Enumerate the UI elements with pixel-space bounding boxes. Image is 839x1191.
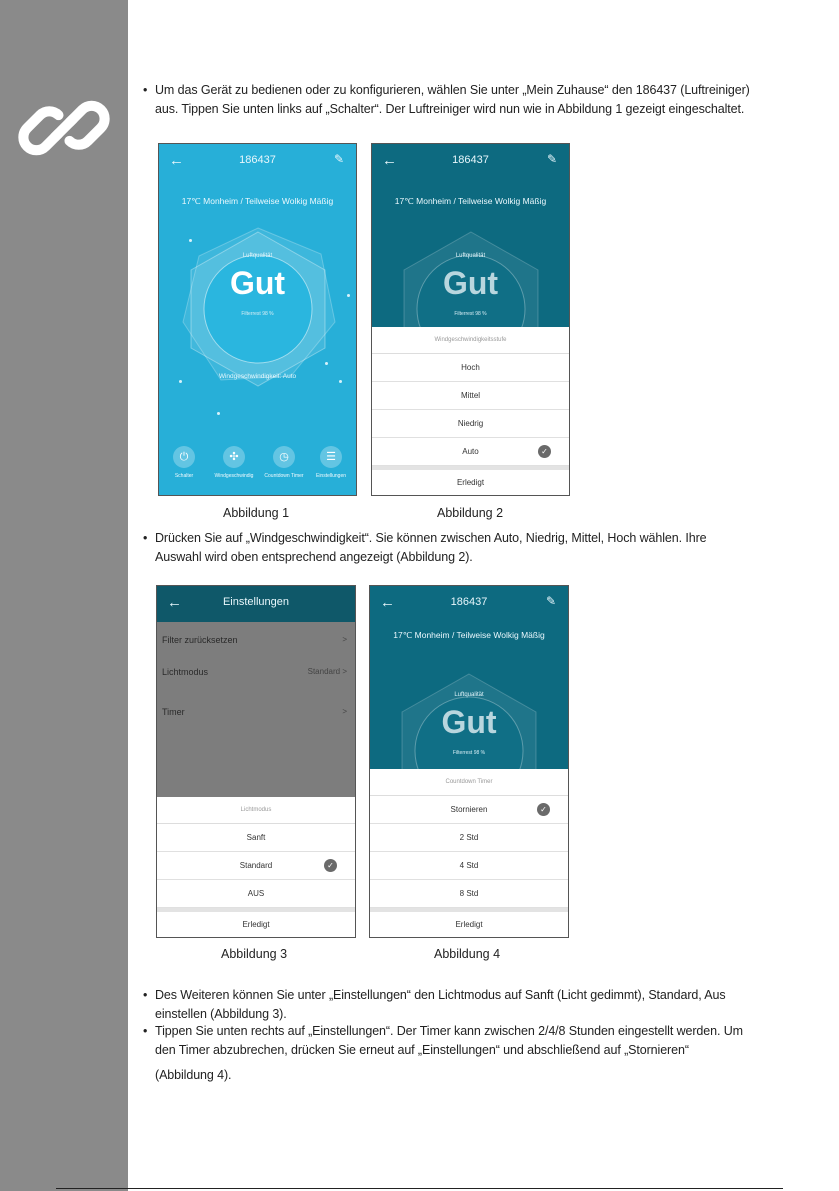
light-mode-sheet: [157, 797, 355, 938]
button-label: Einstellungen: [315, 473, 347, 479]
done-button[interactable]: Erledigt: [456, 478, 485, 487]
air-quality-label: Luftqualität: [455, 253, 486, 259]
figure-2-screenshot: [371, 143, 570, 496]
edit-icon[interactable]: ✎: [546, 152, 557, 166]
text-line: Des Weiteren können Sie unter „Einstellungen“ den Lichtmodus auf Sanft (Licht gedimmt), Standard, Aus: [155, 988, 726, 1002]
air-quality-value: Gut: [441, 704, 497, 740]
option-4-std[interactable]: 4 Std: [370, 852, 568, 880]
air-quality-label: Luftqualität: [454, 692, 484, 698]
wind-speed-status: Windgeschwindigkeit: Auto: [218, 373, 297, 380]
edit-icon[interactable]: ✎: [333, 152, 344, 166]
air-quality-value: Gut: [442, 265, 499, 301]
bullet: •: [143, 531, 148, 545]
settings-row-timer[interactable]: [157, 700, 355, 724]
decor-dot: [339, 380, 342, 383]
app-header: [159, 144, 356, 180]
row-label: Timer: [162, 707, 185, 717]
back-arrow-icon[interactable]: ←: [167, 594, 182, 611]
countdown-timer-sheet: [370, 769, 568, 938]
weather-info: 17℃ Monheim / Teilweise Wolkig Mäßig: [181, 196, 334, 206]
sheet-title: Lichtmodus: [157, 797, 355, 824]
fan-icon: ✣: [223, 446, 245, 468]
option-sanft[interactable]: Sanft: [157, 824, 355, 852]
caption-figure-1: Abbildung 1: [223, 506, 290, 520]
checkmark-icon: ✓: [537, 803, 550, 816]
link-icon: [18, 82, 110, 174]
bullet: •: [143, 1024, 148, 1038]
text-line: aus. Tippen Sie unten links auf „Schalter“. Der Luftreiniger wird nun wie in Abbildung 1 gezeigt eingeschaltet.: [155, 102, 745, 116]
power-button[interactable]: [160, 446, 208, 479]
figure-4-screenshot: [369, 585, 569, 938]
paragraph-2: [143, 529, 785, 567]
checkmark-icon: ✓: [538, 445, 551, 458]
air-quality-label: Luftqualität: [242, 253, 273, 259]
edit-icon[interactable]: ✎: [545, 594, 556, 608]
option-hoch[interactable]: Hoch: [372, 354, 569, 382]
button-label: Countdown Timer: [264, 473, 304, 479]
option-8-std[interactable]: 8 Std: [370, 880, 568, 908]
button-label: Windgeschwindig: [214, 473, 254, 479]
text-line: (Abbildung 4).: [155, 1068, 232, 1082]
air-quality-value: Gut: [229, 265, 286, 301]
row-label: Lichtmodus: [162, 667, 209, 677]
app-header: [372, 144, 569, 180]
decor-dot: [179, 380, 182, 383]
weather-info: 17℃ Monheim / Teilweise Wolkig Mäßig: [393, 630, 545, 640]
text-line: Um das Gerät zu bedienen oder zu konfigurieren, wählen Sie unter „Mein Zuhause“ den 186437 (Luftreiniger): [155, 83, 750, 97]
option-auto[interactable]: Auto ✓: [372, 438, 569, 466]
chevron-right-icon: >: [342, 635, 347, 644]
weather-info: 17℃ Monheim / Teilweise Wolkig Mäßig: [394, 196, 547, 206]
option-aus[interactable]: AUS: [157, 880, 355, 908]
device-title: 186437: [239, 154, 276, 166]
option-stornieren[interactable]: Stornieren ✓: [370, 796, 568, 824]
decor-dot: [189, 239, 192, 242]
filter-status: Filterrest 98 %: [454, 311, 487, 317]
row-value: Standard >: [307, 667, 347, 676]
text-line: Drücken Sie auf „Windgeschwindigkeit“. Sie können zwischen Auto, Niedrig, Mittel, Hoch wählen. Ihre: [155, 531, 707, 545]
decor-dot: [325, 362, 328, 365]
wind-speed-sheet: [372, 327, 569, 496]
settings-icon: ☰: [320, 446, 342, 468]
decor-dot: [217, 412, 220, 415]
back-arrow-icon[interactable]: ←: [169, 152, 184, 169]
sheet-title: Countdown Timer: [370, 769, 568, 796]
done-button[interactable]: Erledigt: [242, 920, 270, 929]
button-label: Schalter: [174, 473, 194, 479]
back-arrow-icon[interactable]: ←: [382, 152, 397, 169]
settings-button[interactable]: [307, 446, 355, 479]
app-header: [157, 586, 355, 622]
settings-row-filter[interactable]: [157, 628, 355, 652]
paragraph-4: [143, 1022, 785, 1085]
back-arrow-icon[interactable]: ←: [380, 594, 395, 611]
paragraph-1: [143, 81, 785, 119]
countdown-timer-button[interactable]: [260, 446, 308, 479]
caption-figure-3: Abbildung 3: [221, 947, 288, 961]
row-label: Filter zurücksetzen: [162, 635, 238, 645]
figure-3-screenshot: [156, 585, 356, 938]
decor-dot: [347, 294, 350, 297]
caption-figure-4: Abbildung 4: [434, 947, 501, 961]
bottom-toolbar: [159, 446, 356, 486]
bullet: •: [143, 83, 148, 97]
wind-speed-button[interactable]: [210, 446, 258, 479]
timer-icon: ◷: [273, 446, 295, 468]
text-line: Tippen Sie unten rechts auf „Einstellungen“. Der Timer kann zwischen 2/4/8 Stunden eingestellt werden. Um: [155, 1024, 743, 1038]
power-icon: ⏻: [173, 446, 195, 468]
figure-1-screenshot: [158, 143, 357, 496]
text-line: Auswahl wird oben entsprechend angezeigt (Abbildung 2).: [155, 550, 473, 564]
text-line: den Timer abzubrechen, drücken Sie erneut auf „Einstellungen“ und abschließend auf „Stornieren“: [155, 1043, 689, 1057]
device-title: 186437: [450, 596, 488, 608]
checkmark-icon: ✓: [324, 859, 337, 872]
settings-row-light-mode[interactable]: [157, 660, 355, 684]
air-quality-hexagon: [173, 224, 343, 394]
sidebar: [0, 0, 128, 1191]
bullet: •: [143, 988, 148, 1002]
caption-figure-2: Abbildung 2: [437, 506, 504, 520]
done-button[interactable]: Erledigt: [455, 920, 483, 929]
option-niedrig[interactable]: Niedrig: [372, 410, 569, 438]
chevron-right-icon: >: [342, 707, 347, 716]
option-standard[interactable]: Standard ✓: [157, 852, 355, 880]
page-footer-rule: [56, 1188, 783, 1189]
option-2-std[interactable]: 2 Std: [370, 824, 568, 852]
settings-title: Einstellungen: [222, 596, 290, 608]
sheet-title: Windgeschwindigkeitsstufe: [372, 327, 569, 354]
filter-status: Filterrest 98 %: [241, 311, 274, 317]
filter-status: Filterrest 98 %: [452, 750, 486, 756]
paragraph-3: [143, 986, 785, 1024]
option-mittel[interactable]: Mittel: [372, 382, 569, 410]
device-title: 186437: [452, 154, 489, 166]
text-line: einstellen (Abbildung 3).: [155, 1007, 287, 1021]
app-header: [370, 586, 568, 622]
